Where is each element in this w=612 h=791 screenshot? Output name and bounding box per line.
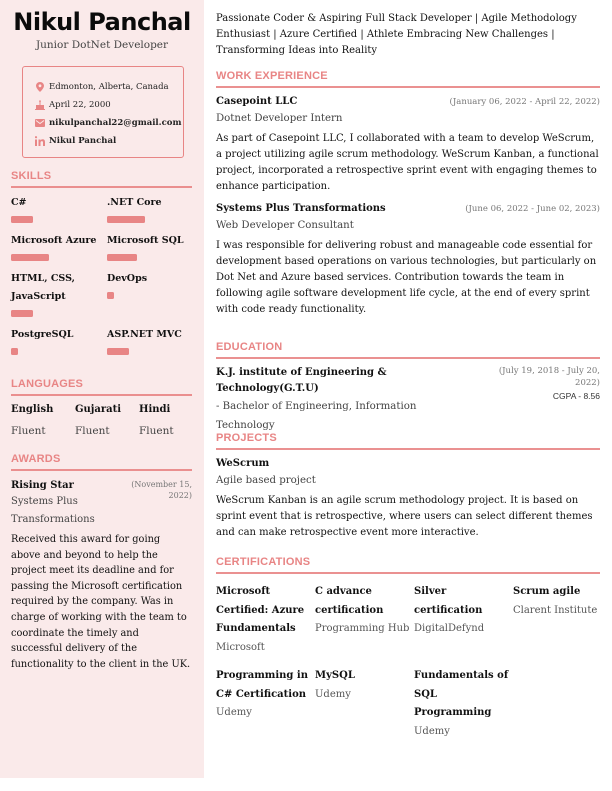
skill-name: C#: [11, 197, 27, 208]
skill-level-bar: [11, 254, 49, 261]
skill-name: HTML, CSS, JavaScript: [11, 273, 75, 302]
cert-name: Silver certification: [414, 586, 483, 616]
linkedin-icon: [35, 136, 45, 146]
email-link[interactable]: nikulpanchal22@gmail.com: [49, 118, 182, 128]
education-degree: - Bachelor of Engineering, Information Technology: [216, 401, 417, 431]
skill-name: ASP.NET MVC: [107, 329, 182, 340]
candidate-name: Nikul Panchal: [13, 8, 191, 36]
projects-heading: PROJECTS: [216, 432, 277, 444]
envelope-icon: [35, 118, 45, 128]
language-name: English: [11, 404, 54, 415]
languages-heading: LANGUAGES: [11, 378, 84, 390]
education-gpa: CGPA - 8.56: [552, 391, 600, 401]
cert-name: Microsoft Certified: Azure Fundamentals: [216, 586, 305, 634]
cert-item: [414, 583, 513, 657]
sidebar: [0, 0, 204, 778]
skill-level-bar: [107, 216, 145, 223]
skill-name: DevOps: [107, 273, 148, 284]
job-date: (January 06, 2022 - April 22, 2022): [449, 97, 600, 107]
cert-name: Scrum agile: [513, 586, 581, 597]
language-level: Fluent: [75, 425, 110, 437]
certifications-section: [216, 556, 600, 741]
linkedin-link[interactable]: Nikul Panchal: [49, 136, 117, 146]
job-role: Web Developer Consultant: [216, 220, 354, 231]
certifications-heading: CERTIFICATIONS: [216, 556, 311, 568]
skills-heading: SKILLS: [11, 170, 52, 182]
skill-level-bar: [107, 348, 129, 355]
language-name: Gujarati: [75, 404, 122, 415]
skill-item: [107, 326, 192, 364]
cert-item: [315, 667, 414, 741]
language-name: Hindi: [139, 404, 171, 415]
cake-icon: [35, 100, 45, 110]
project-subtitle: Agile based project: [216, 475, 316, 486]
skill-level-bar: [107, 292, 114, 299]
skill-item: [11, 232, 107, 270]
project-description: WeScrum Kanban is an agile scrum methodology project. It is based on sprint event that is retrospective, where users can select different themes and can make retrospective event more interactive.: [216, 495, 593, 538]
skill-item: [11, 326, 107, 364]
location-text: Edmonton, Alberta, Canada: [49, 82, 169, 92]
birthday-text: April 22, 2000: [49, 100, 111, 110]
language-item: [139, 403, 192, 437]
skill-item: [107, 232, 192, 270]
award-date: (November 15, 2022): [131, 480, 192, 500]
contact-linkedin[interactable]: [35, 132, 183, 150]
contact-location: [35, 78, 183, 96]
awards-section: [11, 453, 192, 672]
profile-summary: Passionate Coder & Aspiring Full Stack Developer | Agile Methodology Enthusiast | Azure Certified | Athlete Embracing New Challenges | Transforming Ideas into Reality: [216, 13, 577, 56]
section-divider: [216, 86, 600, 88]
section-divider: [11, 394, 192, 396]
candidate-role: Junior DotNet Developer: [35, 39, 169, 51]
cert-item: [216, 583, 315, 657]
education-section: [216, 341, 600, 435]
skill-name: .NET Core: [107, 197, 162, 208]
projects-section: [216, 432, 600, 541]
cert-item: [513, 583, 600, 657]
work-experience-section: [216, 70, 600, 318]
language-item: [75, 403, 139, 437]
job-date: (June 06, 2022 - June 02, 2023): [465, 204, 600, 214]
certifications-grid: [216, 583, 600, 741]
languages-grid: [11, 403, 192, 437]
job-description: As part of Casepoint LLC, I collaborated with a team to develop WeScrum, a project utilizing agile scrum methodology. WeScrum Kanban, a functional project, incorporated a retrospective sprint event with engaging themes to enhance participation.: [216, 133, 599, 192]
section-divider: [216, 448, 600, 450]
language-level: Fluent: [11, 425, 46, 437]
section-divider: [216, 357, 600, 359]
job-role: Dotnet Developer Intern: [216, 113, 343, 124]
cert-issuer: Udemy: [315, 688, 351, 700]
education-institution: K.J. institute of Engineering & Technology(G.T.U): [216, 367, 387, 394]
skill-item: [11, 194, 107, 232]
languages-section: [11, 378, 192, 437]
section-divider: [11, 469, 192, 471]
skill-item: [107, 194, 192, 232]
project-name: WeScrum: [216, 458, 270, 469]
award-org: Systems Plus Transformations: [11, 496, 95, 525]
cert-name: MySQL: [315, 670, 355, 681]
award-title: Rising Star: [11, 480, 74, 491]
section-divider: [11, 186, 192, 188]
education-heading: EDUCATION: [216, 341, 283, 353]
skill-name: PostgreSQL: [11, 329, 74, 340]
cert-issuer: DigitalDefynd: [414, 623, 485, 634]
skill-item: [11, 270, 107, 326]
contact-birthday: [35, 96, 183, 114]
skill-item: [107, 270, 192, 326]
skill-level-bar: [11, 216, 33, 223]
skill-level-bar: [107, 254, 137, 261]
cert-name: Fundamentals of SQL Programming: [414, 670, 509, 718]
skill-name: Microsoft Azure: [11, 235, 97, 246]
contact-email[interactable]: [35, 114, 183, 132]
cert-name: Programming in C# Certification: [216, 670, 308, 700]
contact-box: [22, 66, 184, 158]
project-item: [216, 456, 600, 541]
job-item: [216, 201, 600, 318]
cert-item: [315, 583, 414, 657]
job-company: Systems Plus Transformations: [216, 203, 386, 214]
work-heading: WORK EXPERIENCE: [216, 70, 328, 82]
language-level: Fluent: [139, 425, 174, 437]
skills-grid: [11, 194, 192, 364]
cert-item: [414, 667, 513, 741]
cert-issuer: Udemy: [414, 725, 450, 737]
skill-name: Microsoft SQL: [107, 235, 184, 246]
award-item: [11, 479, 192, 672]
education-item: [216, 365, 600, 435]
cert-issuer: Programming Hub: [315, 623, 410, 634]
cert-issuer: Clarent Institute: [513, 604, 598, 616]
section-divider: [216, 572, 600, 574]
job-description: I was responsible for delivering robust and manageable code essential for development based operations on various technologies, but particularly on Dot Net and Azure based services. Contribution towards the team in following agile software development life cycle, at the end of every sprint with code ready functionality.: [216, 240, 597, 315]
cert-issuer: Microsoft: [216, 641, 265, 653]
cert-item: [216, 667, 315, 741]
cert-issuer: Udemy: [216, 707, 252, 718]
cert-name: C advance certification: [315, 586, 384, 616]
award-description: Received this award for going above and beyond to help the project meet its deadline and for passing the Microsoft certification required by the company. Was in charge of working with the team to coordinate the timely and successful delivery of the functionality to the client in the UK.: [11, 534, 191, 670]
language-item: [11, 403, 75, 437]
education-date: (July 19, 2018 - July 20, 2022): [498, 366, 600, 388]
skill-level-bar: [11, 348, 18, 355]
job-item: [216, 94, 600, 195]
skill-level-bar: [11, 310, 33, 317]
map-pin-icon: [35, 82, 45, 92]
job-company: Casepoint LLC: [216, 96, 298, 107]
awards-heading: AWARDS: [11, 453, 61, 465]
skills-section: [11, 170, 192, 364]
